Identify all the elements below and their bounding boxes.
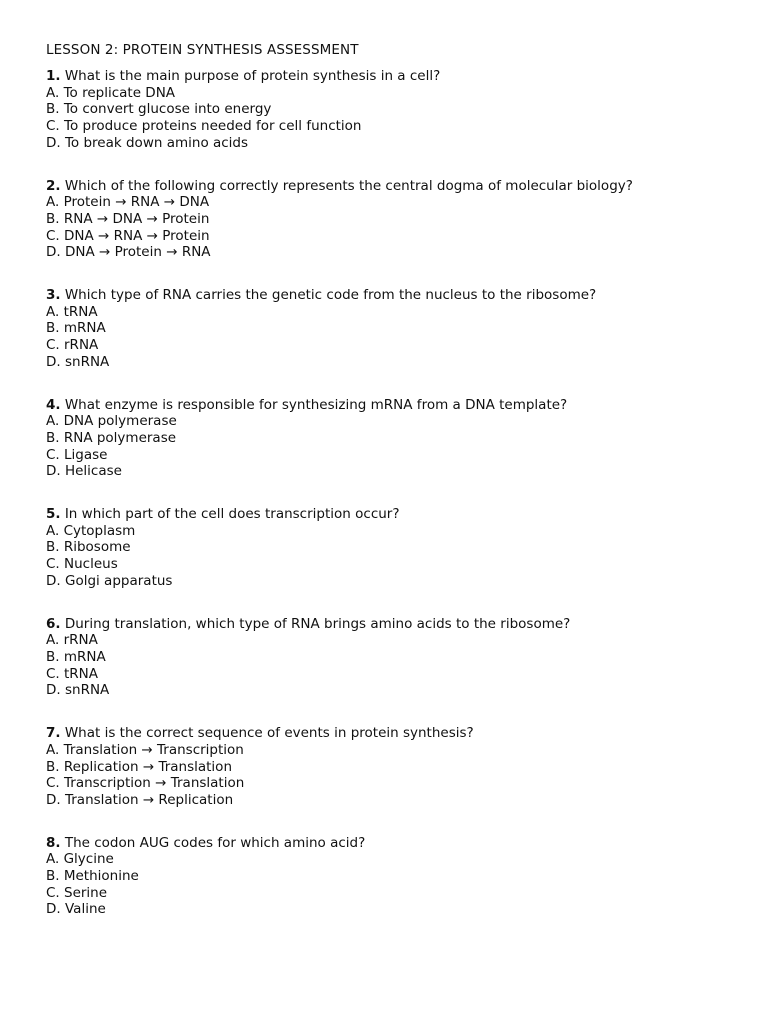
question-text <box>46 178 746 195</box>
answer-option: C. Nucleus <box>46 556 118 573</box>
question-text <box>46 68 746 85</box>
question-block <box>46 178 746 262</box>
question-list <box>46 68 746 918</box>
answer-options <box>46 304 746 371</box>
answer-option: B. RNA polymerase <box>46 429 177 446</box>
answer-options <box>46 632 746 699</box>
question-text <box>46 616 746 633</box>
answer-option: A. To replicate DNA <box>46 84 176 101</box>
answer-option: D. To break down amino acids <box>46 134 249 151</box>
answer-options <box>46 851 746 918</box>
question-block <box>46 287 746 371</box>
answer-option: B. To convert glucose into energy <box>46 101 272 118</box>
question-text <box>46 835 746 852</box>
answer-option: B. RNA → DNA → Protein <box>46 210 210 227</box>
question-number: 4. <box>46 396 61 413</box>
answer-options <box>46 523 746 590</box>
question-block <box>46 68 746 152</box>
answer-option: C. DNA → RNA → Protein <box>46 227 210 244</box>
answer-option: B. mRNA <box>46 648 106 665</box>
question-prompt: In which part of the cell does transcription occur? <box>64 506 400 523</box>
answer-options <box>46 413 746 480</box>
answer-option: D. Golgi apparatus <box>46 572 173 589</box>
question-number: 6. <box>46 615 61 632</box>
question-number: 5. <box>46 506 61 523</box>
answer-option: D. Valine <box>46 901 106 918</box>
answer-option: C. Serine <box>46 884 108 901</box>
answer-option: C. To produce proteins needed for cell function <box>46 118 362 135</box>
question-block <box>46 506 746 590</box>
answer-option: A. Translation → Transcription <box>46 741 244 758</box>
question-number: 3. <box>46 287 61 304</box>
answer-option: D. Helicase <box>46 463 122 480</box>
question-prompt: Which of the following correctly represents the central dogma of molecular biology? <box>64 177 633 194</box>
answer-option: A. tRNA <box>46 303 98 320</box>
question-prompt: What is the main purpose of protein synthesis in a cell? <box>64 68 441 84</box>
answer-option: C. Transcription → Translation <box>46 775 245 792</box>
answer-option: D. Translation → Replication <box>46 791 234 808</box>
question-block <box>46 725 746 809</box>
question-text <box>46 287 746 304</box>
page-title: LESSON 2: PROTEIN SYNTHESIS ASSESSMENT <box>46 42 359 58</box>
answer-options <box>46 85 746 152</box>
question-text <box>46 397 746 414</box>
question-number: 1. <box>46 68 61 84</box>
question-number: 2. <box>46 177 61 194</box>
document-page <box>46 42 746 944</box>
question-prompt: What enzyme is responsible for synthesizing mRNA from a DNA template? <box>64 396 568 413</box>
question-text <box>46 725 746 742</box>
answer-options <box>46 742 746 809</box>
answer-option: C. tRNA <box>46 665 99 682</box>
question-block <box>46 397 746 481</box>
answer-option: B. Ribosome <box>46 539 131 556</box>
answer-option: C. Ligase <box>46 446 108 463</box>
question-prompt: What is the correct sequence of events in protein synthesis? <box>64 725 474 742</box>
answer-option: B. mRNA <box>46 320 106 337</box>
answer-option: D. snRNA <box>46 682 110 699</box>
question-number: 8. <box>46 834 61 851</box>
answer-option: A. Protein → RNA → DNA <box>46 194 210 211</box>
answer-option: D. DNA → Protein → RNA <box>46 244 211 261</box>
answer-option: A. Glycine <box>46 851 114 868</box>
answer-option: A. Cytoplasm <box>46 522 136 539</box>
answer-option: A. DNA polymerase <box>46 413 177 430</box>
question-prompt: During translation, which type of RNA brings amino acids to the ribosome? <box>64 615 571 632</box>
question-prompt: The codon AUG codes for which amino acid? <box>64 834 366 851</box>
answer-option: C. rRNA <box>46 337 99 354</box>
question-number: 7. <box>46 725 61 742</box>
answer-option: B. Replication → Translation <box>46 758 233 775</box>
answer-option: A. rRNA <box>46 632 98 649</box>
question-prompt: Which type of RNA carries the genetic code from the nucleus to the ribosome? <box>64 287 597 304</box>
question-block <box>46 835 746 919</box>
answer-option: D. snRNA <box>46 353 110 370</box>
question-block <box>46 616 746 700</box>
answer-option: B. Methionine <box>46 868 139 885</box>
answer-options <box>46 194 746 261</box>
question-text <box>46 506 746 523</box>
